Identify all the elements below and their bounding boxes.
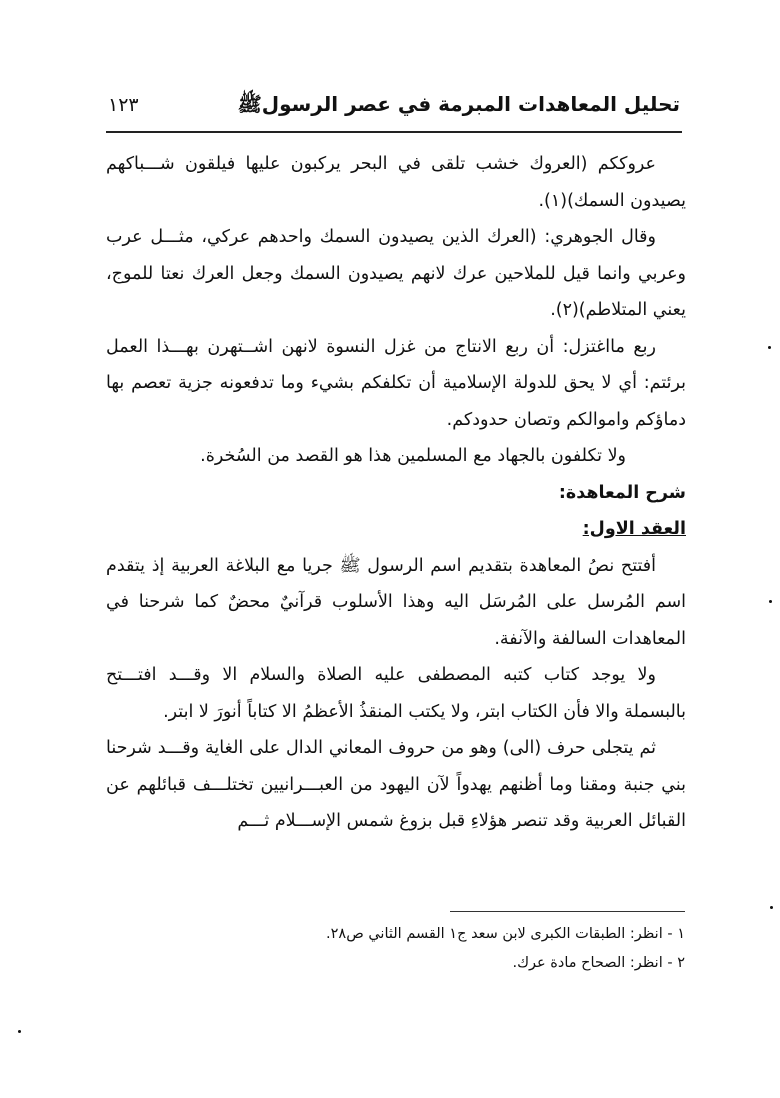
book-title: تحليل المعاهدات المبرمة في عصر الرسولﷺ bbox=[237, 92, 680, 116]
section-heading: شرح المعاهدة: bbox=[558, 482, 686, 503]
margin-speck bbox=[768, 346, 771, 349]
paragraph-1: عروككم (العروك خشب تلقى في البحر يركبون عليها فيلقون شـــباكهم يصيدون السمك)(١). bbox=[106, 154, 686, 211]
subsection-heading: العقد الاول: bbox=[582, 519, 686, 539]
page-number: ١٢٣ bbox=[108, 94, 139, 116]
margin-speck bbox=[18, 1030, 21, 1033]
header-rule bbox=[106, 131, 682, 133]
body-text bbox=[106, 146, 686, 840]
footnote-1: ١ - انظر: الطبقات الكبرى لابن سعد ج١ القسم الثاني ص٢٨. bbox=[326, 926, 685, 942]
paragraph-7: ثم يتجلى حرف (الى) وهو من حروف المعاني الدال على الغاية وقـــد شرحنا بني جنبة ومقنا وما أظنهم يهدواً لآن اليهود من العبـــرانيين تختلـــف قبائلهم عن القبائل العربية وقد تنصر هؤلاءِ قبل بزوغ شمس الإســـلام ثـــم bbox=[106, 738, 686, 831]
paragraph-4: ولا تكلفون بالجهاد مع المسلمين هذا هو القصد من السُخرة. bbox=[200, 446, 626, 466]
paragraph-3: ربع مااغتزل: أن ربع الانتاج من غزل النسوة لانهن اشــتهرن بهـــذا العمل برئتم: أي لا يحق للدولة الإسلامية أن تكلفكم بشيء وما تدفعونه جزية تعصم بها دماؤكم واموالكم وتصان حدودكم. bbox=[106, 336, 686, 430]
paragraph-6: ولا يوجد كتاب كتبه المصطفى عليه الصلاة والسلام الا وقـــد افتـــتح بالبسملة والا فأن الكتاب ابتر، ولا يكتب المنقذُ الأعظمُ الا كتاباً أنورَ لا ابتر. bbox=[106, 665, 686, 722]
running-header bbox=[108, 92, 680, 128]
margin-speck bbox=[770, 906, 773, 909]
footnotes bbox=[240, 920, 685, 978]
margin-speck bbox=[769, 600, 772, 603]
paragraph-2: وقال الجوهري: (العرك الذين يصيدون السمك واحدهم عركي، مثـــل عرب وعربي وانما قيل للملاحين عرك لانهم يصيدون السمك وجعل العرك نعتا للموج، يعني المتلاطم)(٢). bbox=[106, 227, 686, 320]
footnote-2: ٢ - انظر: الصحاح مادة عرك. bbox=[512, 955, 685, 971]
footnote-rule bbox=[450, 911, 685, 912]
paragraph-5: أفتتح نصُ المعاهدة بتقديم اسم الرسول ﷺ جريا مع البلاغة العربية إذ يتقدم اسم المُرسل على المُرسَل اليه وهذا الأسلوب قرآنيٌ محضٌ كما شرحنا في المعاهدات السالفة والآنفة. bbox=[106, 555, 686, 649]
